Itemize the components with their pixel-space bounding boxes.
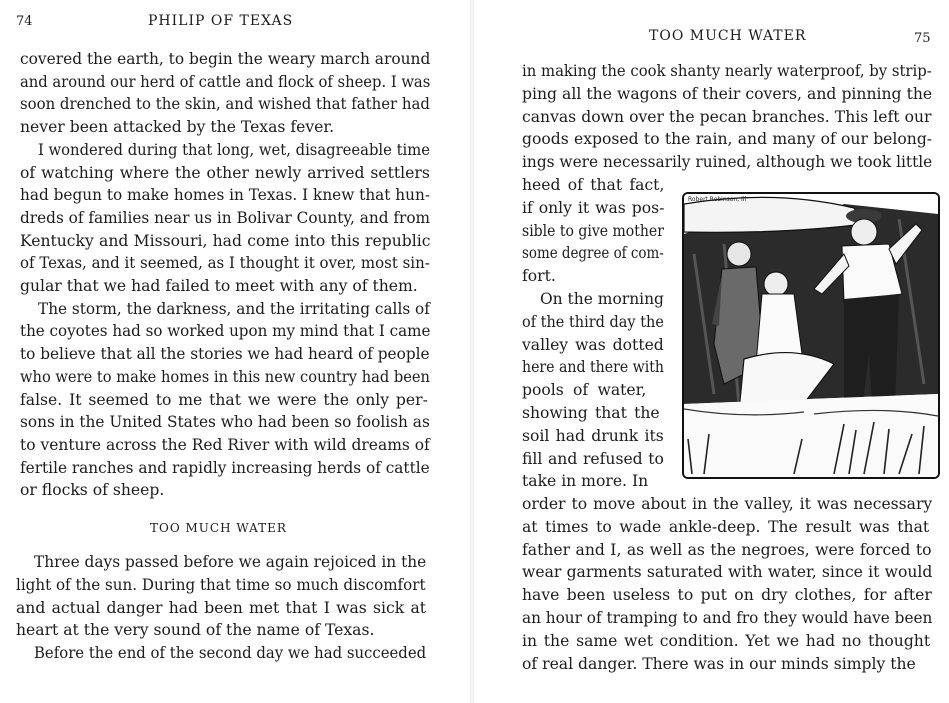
text-line: wear garments saturated with water, since it would: [522, 563, 933, 582]
text-line: heart at the very sound of the name of Texas.: [16, 621, 375, 640]
text-line: if only it was pos-: [522, 198, 665, 217]
text-line: an hour of tramping to and fro they would have been: [522, 609, 933, 627]
text-line: canvas down over the pecan branches. This left our: [522, 107, 932, 126]
text-line: or flocks of sheep.: [20, 481, 165, 500]
illustration-drawing: [684, 194, 938, 477]
running-head: TOO MUCH WATER: [649, 28, 807, 44]
text-line: pools of water,: [522, 381, 647, 400]
text-line: gular that we had failed to meet with any of them.: [20, 277, 418, 295]
text-line: soon drenched to the skin, and wished that father had: [20, 95, 430, 114]
text-line: father and I, as well as the negroes, were forced to: [522, 540, 932, 559]
text-line: soil had drunk its: [522, 426, 664, 445]
text-line: light of the sun. During that time so much discomfort: [16, 575, 426, 594]
text-line: fort.: [522, 267, 556, 286]
text-line: dreds of families near us in Bolivar County, and from: [20, 208, 431, 227]
text-line: some degree of com-: [522, 244, 664, 263]
text-line: have been useless to put on dry clothes, for after: [522, 586, 932, 605]
text-line: to venture across the Red River with wild dreams of: [20, 435, 430, 454]
page-number: 75: [914, 31, 931, 46]
text-line: fertile ranches and rapidly increasing herds of cattle: [20, 458, 430, 477]
text-line: false. It seemed to me that we were the only per-: [20, 390, 428, 409]
text-line: showing that the: [522, 404, 660, 422]
text-line: order to move about in the valley, it was necessary: [522, 495, 933, 513]
right-page: [474, 0, 949, 703]
text-line: valley was dotted: [522, 335, 664, 354]
text-line: Three days passed before we again rejoiced in the: [34, 553, 427, 571]
text-line: here and there with: [522, 358, 665, 377]
page-number: 74: [16, 14, 33, 29]
text-line: heed of that fact,: [522, 176, 665, 194]
text-line: had begun to make homes in Texas. I knew that hun-: [20, 186, 431, 205]
text-line: of watching where the other newly arrived settlers: [20, 163, 430, 182]
text-line: sible to give mother: [522, 221, 664, 240]
text-line: I wondered during that long, wet, disagreeable time: [38, 140, 430, 159]
illustrator-signature: Robert Robinson, Ill: [688, 196, 747, 203]
text-line: at times to wade ankle-deep. The result was that: [522, 517, 930, 536]
text-line: to believe that all the stories we had heard of people: [20, 345, 430, 364]
running-head: PHILIP OF TEXAS: [148, 13, 294, 29]
text-line: in making the cook shanty nearly waterproof, by strip-: [522, 62, 932, 80]
text-line: sons in the United States who had been so foolish as: [20, 413, 430, 432]
text-line: who were to make homes in this new country had been: [20, 367, 430, 386]
text-line: in the same wet condition. Yet we had no thought: [522, 631, 931, 650]
left-page: [0, 0, 470, 703]
section-heading: TOO MUCH WATER: [150, 521, 287, 535]
text-line: Kentucky and Missouri, had come into this republic: [20, 231, 431, 250]
text-line: ping all the wagons of their covers, and pinning the: [522, 84, 933, 103]
text-line: take in more. In: [522, 472, 649, 491]
text-line: ings were necessarily ruined, although we took little: [522, 153, 933, 172]
text-line: and actual danger had been met that I was sick at: [16, 598, 427, 617]
text-line: fill and refused to: [522, 449, 664, 468]
text-line: never been attacked by the Texas fever.: [20, 118, 335, 137]
text-line: of real danger. There was in our minds simply the: [522, 654, 916, 673]
text-line: The storm, the darkness, and the irritating calls of: [38, 299, 430, 318]
text-line: Before the end of the second day we had succeeded: [34, 644, 427, 663]
text-line: of the third day the: [522, 312, 664, 331]
illustration: [682, 192, 940, 479]
text-line: of Texas, and it seemed, as I thought it over, most sin-: [20, 254, 430, 273]
text-line: goods exposed to the rain, and many of our belong-: [522, 130, 933, 149]
text-line: the coyotes had so worked upon my mind that I came: [20, 322, 431, 341]
text-line: and around our herd of cattle and flock of sheep. I was: [20, 72, 431, 91]
text-line: On the morning: [540, 290, 664, 308]
text-line: covered the earth, to begin the weary march around: [20, 50, 431, 68]
